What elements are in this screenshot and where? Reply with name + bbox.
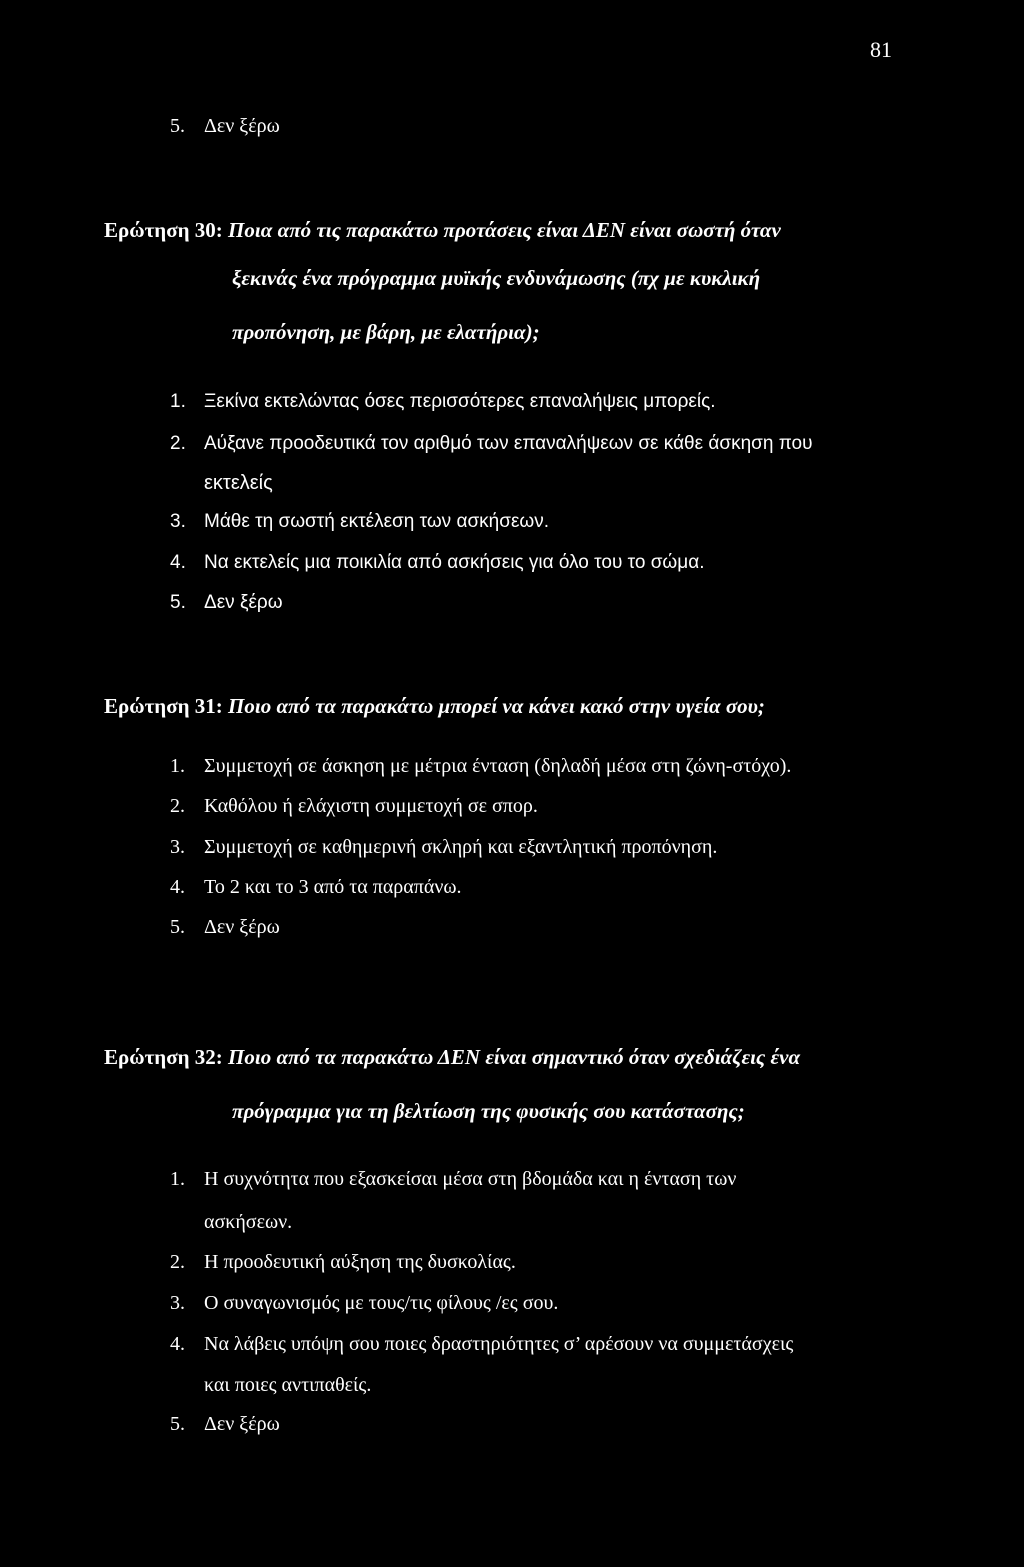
question-32-heading — [104, 1043, 800, 1071]
question-label: Ερώτηση 30: — [104, 218, 223, 242]
option-number: 4. — [170, 552, 186, 573]
option-number: 5. — [170, 592, 186, 613]
q31-option-5 — [170, 914, 280, 940]
question-text-line: ξεκινάς ένα πρόγραμμα μυϊκής ενδυνάμωσης (πχ με κυκλική — [232, 266, 761, 290]
option-number: 1. — [170, 755, 185, 777]
option-number: 1. — [170, 391, 186, 412]
option-text-continuation: ασκήσεων. — [204, 1211, 293, 1233]
option-text: Καθόλου ή ελάχιστη συμμετοχή σε σπορ. — [204, 795, 538, 817]
option-text: Το 2 και το 3 από τα παραπάνω. — [204, 876, 462, 898]
option-number: 5. — [170, 1413, 185, 1435]
option-text: Συμμετοχή σε άσκηση με μέτρια ένταση (δηλαδή μέσα στη ζώνη-στόχο). — [204, 755, 792, 777]
option-text: Ξεκίνα εκτελώντας όσες περισσότερες επαναλήψεις μπορείς. — [204, 391, 716, 412]
option-text: Να λάβεις υπόψη σου ποιες δραστηριότητες σ’ αρέσουν να συμμετάσχεις — [204, 1333, 794, 1355]
option-number: 3. — [170, 511, 186, 532]
option-number: 3. — [170, 836, 185, 858]
q32-option-4 — [170, 1331, 793, 1357]
option-number: 4. — [170, 1333, 185, 1355]
q31-option-1 — [170, 753, 791, 779]
q30-option-2 — [170, 431, 813, 457]
prev-option-5 — [170, 113, 280, 139]
option-number: 5. — [170, 916, 185, 938]
q30-option-3 — [170, 509, 549, 535]
option-number: 3. — [170, 1292, 185, 1314]
page-number: 81 — [870, 37, 892, 62]
question-label: Ερώτηση 31: — [104, 694, 223, 718]
option-text: Δεν ξέρω — [204, 115, 280, 137]
q31-option-2 — [170, 793, 538, 819]
option-text-continuation: και ποιες αντιπαθείς. — [204, 1374, 372, 1396]
option-number: 2. — [170, 433, 186, 454]
option-number: 4. — [170, 876, 185, 898]
option-number: 1. — [170, 1168, 185, 1190]
option-text-continuation: εκτελείς — [204, 472, 273, 494]
option-number: 2. — [170, 1251, 185, 1273]
option-text: Δεν ξέρω — [204, 1413, 280, 1435]
question-text-line: προπόνηση, με βάρη, με ελατήρια); — [232, 320, 540, 344]
q32-option-3 — [170, 1290, 558, 1316]
option-text: Δεν ξέρω — [204, 592, 283, 613]
question-text-line: Ποια από τις παρακάτω προτάσεις είναι ΔΕΝ είναι σωστή όταν — [228, 218, 781, 242]
option-text: Ο συναγωνισμός με τους/τις φίλους /ες σου. — [204, 1292, 559, 1314]
option-text: Αύξανε προοδευτικά τον αριθμό των επαναλήψεων σε κάθε άσκηση που — [204, 433, 813, 454]
q32-option-1 — [170, 1166, 736, 1192]
q30-option-1 — [170, 389, 716, 415]
option-text: Μάθε τη σωστή εκτέλεση των ασκήσεων. — [204, 511, 550, 532]
option-text: Η συχνότητα που εξασκείσαι μέσα στη βδομάδα και η ένταση των — [204, 1168, 737, 1190]
option-text: Η προοδευτική αύξηση της δυσκολίας. — [204, 1251, 516, 1273]
option-text: Να εκτελείς μια ποικιλία από ασκήσεις για όλο του το σώμα. — [204, 552, 705, 573]
option-text: Συμμετοχή σε καθημερινή σκληρή και εξαντλητική προπόνηση. — [204, 836, 718, 858]
q32-option-2 — [170, 1249, 516, 1275]
q30-option-4 — [170, 550, 704, 576]
question-text-line: Ποιο από τα παρακάτω μπορεί να κάνει κακό στην υγεία σου; — [228, 694, 765, 718]
q30-option-5 — [170, 590, 283, 616]
q32-option-5 — [170, 1411, 280, 1437]
question-30-heading — [104, 216, 781, 244]
question-text-line: Ποιο από τα παρακάτω ΔΕΝ είναι σημαντικό όταν σχεδιάζεις ένα — [228, 1045, 801, 1069]
option-text: Δεν ξέρω — [204, 916, 280, 938]
option-number: 2. — [170, 795, 185, 817]
question-31-heading — [104, 692, 765, 720]
question-text-line: πρόγραμμα για τη βελτίωση της φυσικής σου κατάστασης; — [232, 1099, 745, 1123]
question-label: Ερώτηση 32: — [104, 1045, 223, 1069]
q31-option-4 — [170, 874, 462, 900]
q31-option-3 — [170, 834, 717, 860]
option-number: 5. — [170, 115, 185, 137]
